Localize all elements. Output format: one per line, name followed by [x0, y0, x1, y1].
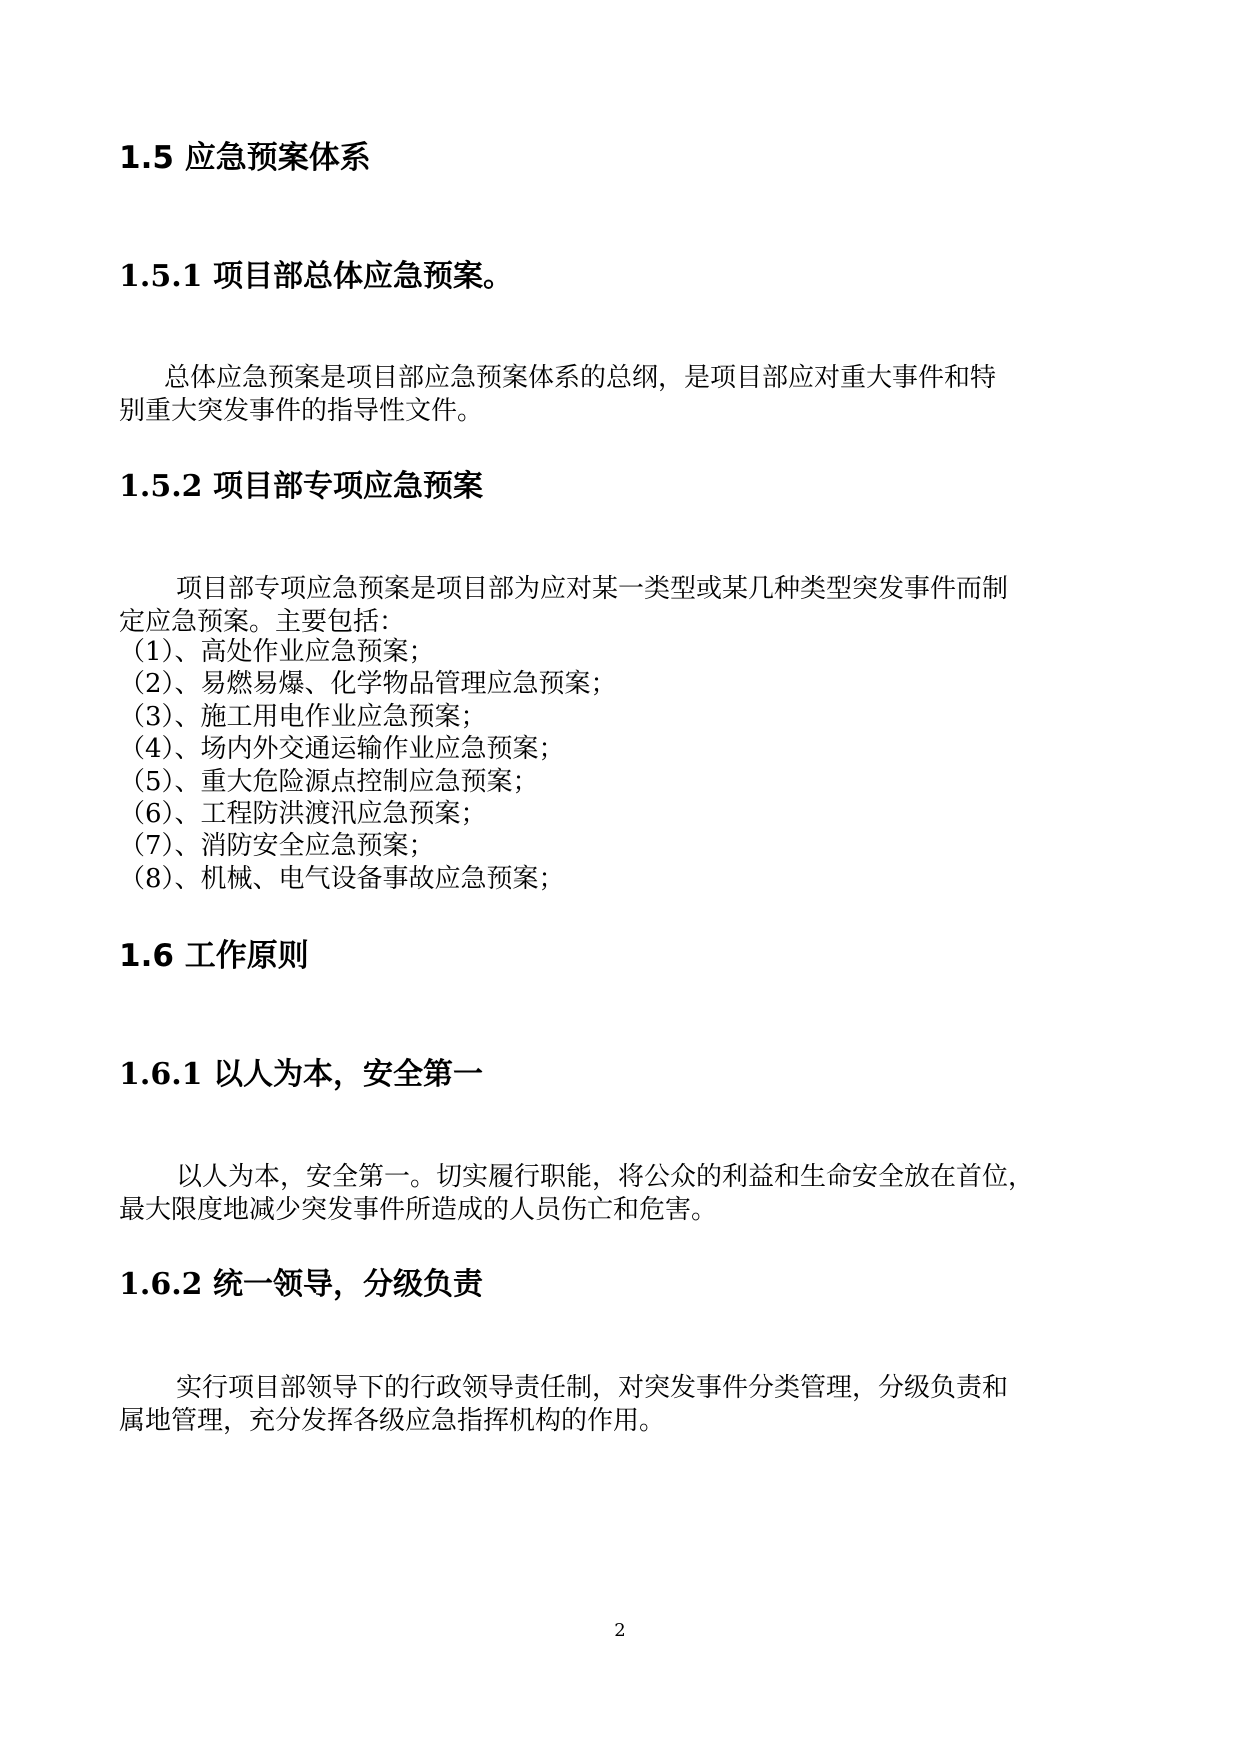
list-item: （8）、机械、电气设备事故应急预案；: [119, 863, 565, 894]
list-item: （5）、重大危险源点控制应急预案；: [119, 766, 539, 797]
paragraph-line: 项目部专项应急预案是项目部为应对某一类型或某几种类型突发事件而制: [176, 574, 1009, 604]
list-item: （2）、易燃易爆、化学物品管理应急预案；: [119, 669, 617, 700]
list-item: （1）、高处作业应急预案；: [119, 637, 435, 667]
contingency-plan-list: [119, 636, 617, 895]
heading-1-5-2: 1.5.2 项目部专项应急预案: [119, 469, 483, 504]
paragraph-1-6-2: [119, 1372, 1119, 1438]
paragraph-line: 别重大突发事件的指导性文件。: [119, 396, 484, 426]
paragraph-line: 定应急预案。主要包括：: [119, 607, 406, 637]
heading-1-5-1: 1.5.1 项目部总体应急预案。: [119, 259, 513, 294]
heading-1-6: 1.6 工作原则: [119, 938, 309, 974]
paragraph-1-5-2: [119, 573, 1119, 639]
paragraph-1-6-1: [119, 1161, 1119, 1227]
paragraph-line: 实行项目部领导下的行政领导责任制，对突发事件分类管理，分级负责和: [176, 1373, 1009, 1403]
list-item: （6）、工程防洪渡汛应急预案；: [119, 799, 487, 830]
paragraph-1-5-1: [119, 362, 1119, 428]
paragraph-line: 最大限度地减少突发事件所造成的人员伤亡和危害。: [119, 1195, 718, 1225]
heading-1-6-1: 1.6.1 以人为本，安全第一: [119, 1057, 483, 1092]
heading-1-5: 1.5 应急预案体系: [119, 140, 371, 176]
paragraph-line: 总体应急预案是项目部应急预案体系的总纲，是项目部应对重大事件和特: [164, 363, 997, 393]
paragraph-line: 属地管理，充分发挥各级应急指挥机构的作用。: [119, 1406, 666, 1436]
list-item: （3）、施工用电作业应急预案；: [119, 701, 487, 732]
paragraph-line: 以人为本，安全第一。切实履行职能，将公众的利益和生命安全放在首位，: [176, 1162, 1035, 1192]
page-number: 2: [614, 1620, 626, 1641]
list-item: （4）、场内外交通运输作业应急预案；: [119, 734, 565, 765]
list-item: （7）、消防安全应急预案；: [119, 831, 435, 862]
heading-1-6-2: 1.6.2 统一领导，分级负责: [119, 1267, 483, 1302]
